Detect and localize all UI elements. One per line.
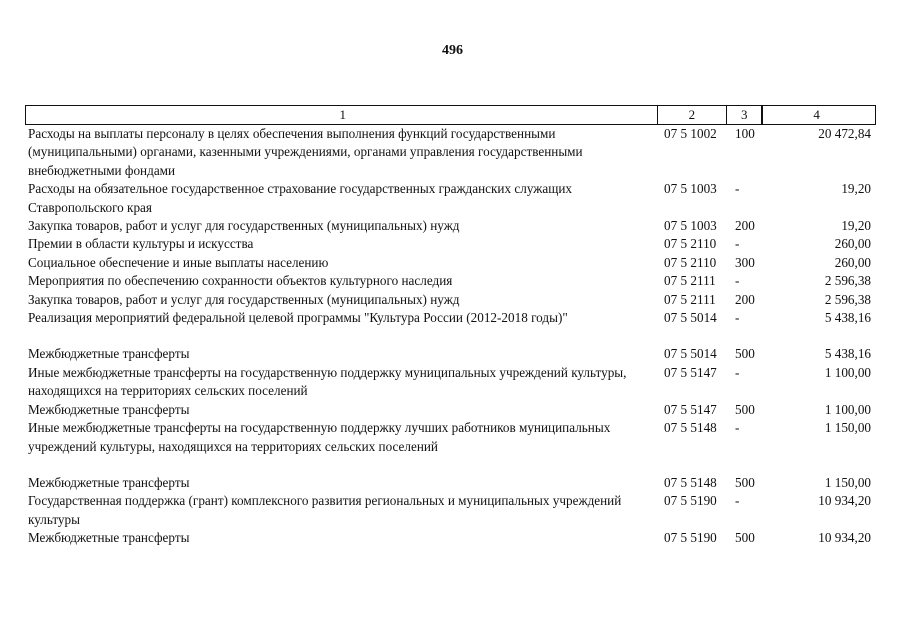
row-amount: 2 596,38 — [824, 273, 871, 289]
row-code: 07 5 2110 — [664, 254, 717, 270]
row-amount: 19,20 — [841, 181, 871, 197]
row-name: Государственная поддержка (грант) комплексного развития региональных и муниципальных учреждений культуры — [28, 493, 622, 527]
row-name: Иные межбюджетные трансферты на государственную поддержку лучших работников муниципальных учреждений культуры, находящихся на территориях сельских поселений — [28, 420, 611, 454]
row-code: 07 5 2110 — [664, 236, 717, 252]
row-code: 07 5 5190 — [664, 493, 717, 509]
row-type: 200 — [735, 291, 755, 307]
row-code: 07 5 2111 — [664, 273, 716, 289]
row-type: 100 — [735, 126, 755, 141]
header-col-3: 3 — [726, 106, 762, 124]
row-type: - — [735, 273, 740, 289]
row-amount: 19,20 — [841, 218, 871, 234]
table-row — [25, 180, 876, 217]
table-row — [25, 309, 876, 327]
row-type: - — [735, 236, 740, 252]
table-row — [25, 474, 876, 492]
table-row — [25, 272, 876, 290]
row-name: Премии в области культуры и искусства — [28, 236, 254, 252]
row-type: - — [735, 493, 740, 509]
page-number: 496 — [442, 43, 463, 58]
row-type: - — [735, 310, 740, 326]
table-row — [25, 364, 876, 401]
row-code: 07 5 5147 — [664, 401, 717, 417]
table-header — [25, 105, 876, 125]
row-type: 500 — [735, 401, 755, 417]
row-name: Закупка товаров, работ и услуг для государственных (муниципальных) нужд — [28, 218, 460, 234]
row-amount: 1 150,00 — [824, 420, 871, 436]
table-row — [25, 401, 876, 419]
table-row — [25, 125, 876, 180]
row-amount: 260,00 — [834, 254, 871, 270]
row-name: Иные межбюджетные трансферты на государственную поддержку муниципальных учреждений культуры, находящихся на территориях сельских поселений — [28, 364, 627, 399]
row-type: 500 — [735, 346, 755, 362]
row-type: 500 — [735, 530, 755, 546]
row-code: 07 5 5148 — [664, 474, 717, 490]
table-row — [25, 529, 876, 547]
row-amount: 10 934,20 — [818, 493, 871, 509]
row-type: 300 — [735, 254, 755, 270]
row-code: 07 5 5148 — [664, 420, 717, 436]
row-name: Межбюджетные трансферты — [28, 346, 190, 362]
row-amount: 2 596,38 — [824, 291, 871, 307]
row-amount: 260,00 — [834, 236, 871, 252]
row-code: 07 5 2111 — [664, 291, 716, 307]
table-row — [25, 291, 876, 309]
header-col-2: 2 — [657, 106, 727, 124]
row-type: - — [735, 181, 740, 197]
header-col-4: 4 — [762, 106, 875, 124]
row-amount: 1 100,00 — [824, 401, 871, 417]
row-code: 07 5 5014 — [664, 310, 717, 326]
row-amount: 20 472,84 — [818, 126, 871, 141]
row-amount: 1 100,00 — [824, 364, 871, 380]
table-row — [25, 345, 876, 363]
row-amount: 10 934,20 — [818, 530, 871, 546]
row-code: 07 5 1003 — [664, 218, 717, 234]
row-name: Межбюджетные трансферты — [28, 530, 190, 546]
row-code: 07 5 5014 — [664, 346, 717, 362]
table-row — [25, 254, 876, 272]
row-type: 200 — [735, 218, 755, 234]
table-row — [25, 419, 876, 456]
table-row — [25, 492, 876, 529]
table-row — [25, 217, 876, 235]
row-code: 07 5 5190 — [664, 530, 717, 546]
row-name: Расходы на обязательное государственное страхование государственных гражданских служащих Ставропольского края — [28, 181, 573, 215]
row-name: Расходы на выплаты персоналу в целях обеспечения выполнения функций государственными (муниципальными) органами, казенными учреждениями, органами управления государственными внебюджетными фондами — [28, 126, 583, 178]
budget-table — [25, 105, 876, 548]
row-amount: 5 438,16 — [824, 346, 871, 362]
row-name: Межбюджетные трансферты — [28, 401, 190, 417]
table-row — [25, 235, 876, 253]
row-amount: 5 438,16 — [824, 310, 871, 326]
row-name: Мероприятия по обеспечению сохранности объектов культурного наследия — [28, 273, 453, 289]
row-type: 500 — [735, 474, 755, 490]
row-amount: 1 150,00 — [824, 474, 871, 490]
row-code: 07 5 1002 — [664, 126, 717, 141]
row-code: 07 5 1003 — [664, 181, 717, 197]
header-col-1: 1 — [339, 107, 346, 122]
row-name: Реализация мероприятий федеральной целевой программы "Культура России (2012-2018 годы)" — [28, 310, 568, 326]
row-type: - — [735, 364, 740, 380]
row-name: Социальное обеспечение и иные выплаты населению — [28, 254, 329, 270]
row-name: Межбюджетные трансферты — [28, 474, 190, 490]
row-name: Закупка товаров, работ и услуг для государственных (муниципальных) нужд — [28, 291, 460, 307]
row-type: - — [735, 420, 740, 436]
row-spacer — [25, 456, 876, 474]
row-spacer — [25, 327, 876, 345]
row-code: 07 5 5147 — [664, 364, 717, 380]
